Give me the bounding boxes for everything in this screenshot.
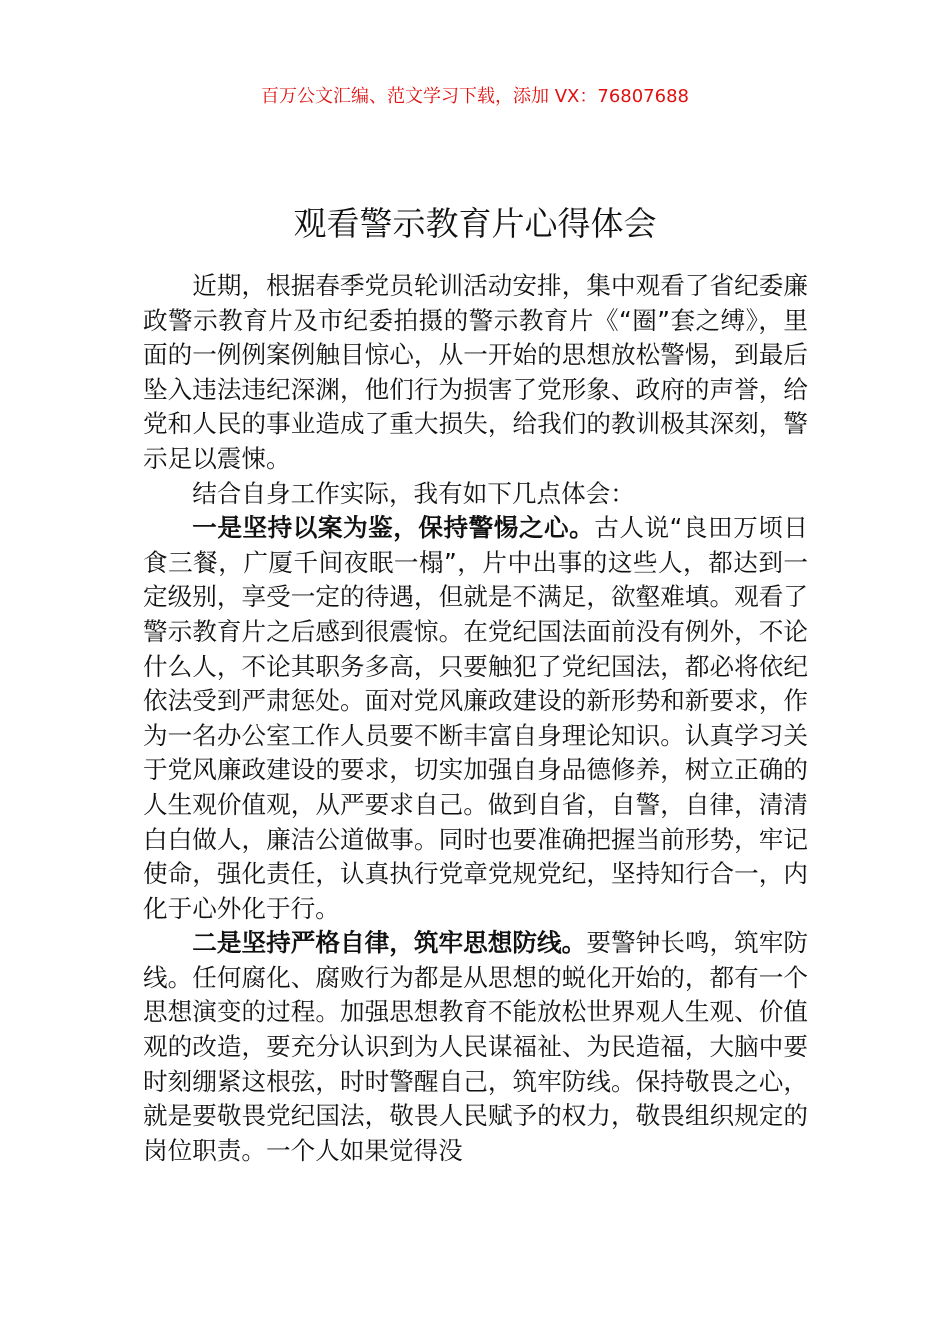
paragraph-point-one — [143, 511, 808, 926]
paragraph-text: 要警钟长鸣，筑牢防线。任何腐化、腐败行为都是从思想的蜕化开始的，都有一个思想演变的过程。加强思想教育不能放松世界观人生观、价值观的改造，要充分认识到为人民谋福祉、为民造福，大脑中要时刻绷紧这根弦，时时警醒自己，筑牢防线。保持敬畏之心，就是要敬畏党纪国法，敬畏人民赋予的权力，敬畏组织规定的岗位职责。一个人如果觉得没 — [143, 928, 808, 1165]
paragraph-summary — [143, 477, 808, 512]
document-body — [143, 269, 808, 1168]
paragraph-lead: 一是坚持以案为鉴，保持警惕之心。 — [192, 513, 595, 543]
paragraph-text: 古人说“良田万顷日食三餐，广厦千间夜眠一榻”，片中出事的这些人，都达到一定级别，享受一定的待遇，但就是不满足，欲壑难填。观看了警示教育片之后感到很震惊。在党纪国法面前没有例外，不论什么人，不论其职务多高，只要触犯了党纪国法，都必将依纪依法受到严肃惩处。面对党风廉政建设的新形势和新要求，作为一名办公室工作人员要不断丰富自身理论知识。认真学习关于党风廉政建设的要求，切实加强自身品德修养，树立正确的人生观价值观，从严要求自己。做到自省，自警，自律，清清白白做人，廉洁公道做事。同时也要准确把握当前形势，牢记使命，强化责任，认真执行党章党规党纪，坚持知行合一，内化于心外化于行。 — [143, 513, 808, 923]
paragraph-text: 结合自身工作实际，我有如下几点体会： — [192, 478, 635, 508]
document-title: 观看警示教育片心得体会 — [293, 204, 657, 244]
paragraph-intro — [143, 269, 808, 477]
paragraph-text: 近期，根据春季党员轮训活动安排，集中观看了省纪委廉政警示教育片及市纪委拍摄的警示教育片《“圈”套之缚》，里面的一例例案例触目惊心，从一开始的思想放松警惕，到最后坠入违法违纪深渊，他们行为损害了党形象、政府的声誉，给党和人民的事业造成了重大损失，给我们的教训极其深刻，警示足以震悚。 — [143, 271, 808, 473]
promo-banner: 百万公文汇编、范文学习下载，添加 VX：76807688 — [261, 86, 689, 107]
paragraph-lead: 二是坚持严格自律，筑牢思想防线。 — [192, 928, 587, 958]
paragraph-point-two — [143, 926, 808, 1168]
